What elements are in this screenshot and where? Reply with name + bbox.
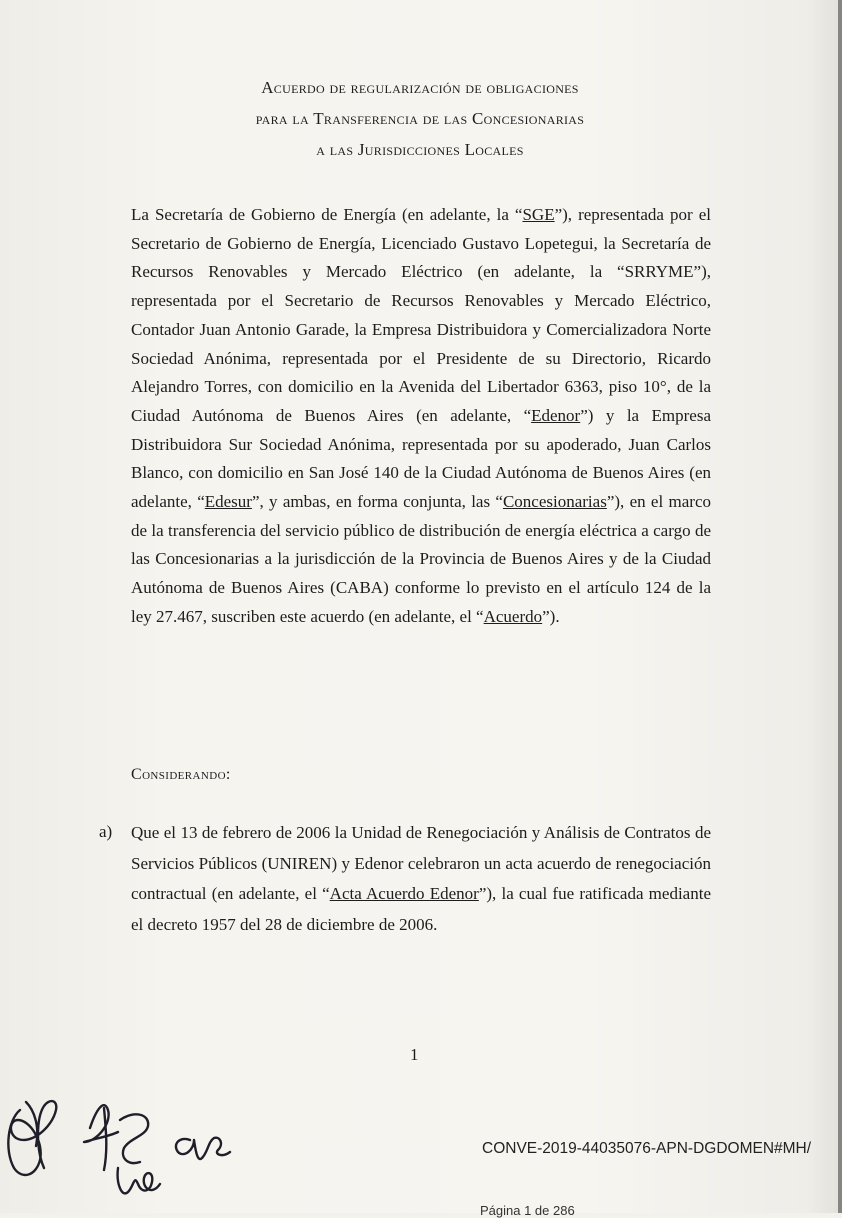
title-line-2: para la Transferencia de las Concesionarias [255,109,585,128]
page-edge-shadow [838,0,842,1213]
section-heading-considerando: Considerando: [131,766,231,783]
item-text: ”), la cual fue ratificada mediante el decreto 1957 del 28 de diciembre de 2006. [131,884,711,934]
list-marker: a) [99,822,113,841]
title-line-3: a las Jurisdicciones Locales [316,140,524,159]
paragraph-text: ”), representada por el Secretario de Gobierno de Energía, Licenciado Gustavo Lopetegui, la Secretaría de Recursos Renovables y Mercado Eléctrico (en adelante, la “SRRYME”), representada por el Secretario de Recursos Renovables y Mercado Eléctrico, Contador Juan Antonio Garade, la Empresa Distribuidora y Comercializadora Norte Sociedad Anónima, representada por el Presidente de su Directorio, Ricardo Alejandro Torres, con domicilio en la Avenida del Libertador 6363, piso 10°, de la Ciudad Autónoma de Buenos Aires (en adelante, “ [131,205,711,425]
term-edesur: Edesur [204,492,252,512]
paragraph-text: ”), en el marco de la transferencia del servicio público de distribución de energía eléctrica a cargo de las Concesionarias a la jurisdicción de la Provincia de Buenos Aires y de la Ciudad Autónoma de Buenos Aires (CABA) conforme lo previsto en el artículo 124 de la ley 27.467, suscriben este acuerdo (en adelante, el “ [131,492,711,626]
page-number: 1 [410,1045,419,1064]
item-text: Que el 13 de febrero de 2006 la Unidad de Renegociación y Análisis de Contratos de Servicios Públicos (UNIREN) y Edenor celebraron un acta acuerdo de renegociación contractual (en adelante, el “ [131,823,711,903]
paragraph-text: ”). [542,606,560,626]
handwritten-initials [0,1080,260,1213]
term-sge: SGE [522,205,555,224]
document-code: CONVE-2019-44035076-APN-DGDOMEN#MH/ [482,1140,812,1157]
list-item [131,818,711,940]
term-acta-acuerdo-edenor: Acta Acuerdo Edenor [329,884,479,903]
page-footer: Página 1 de 286 [480,1203,575,1218]
opening-paragraph [131,201,711,632]
paragraph-text: La Secretaría de Gobierno de Energía (en adelante, la “ [131,205,523,224]
term-acuerdo: Acuerdo [483,606,543,626]
paragraph-text: ”) y la Empresa Distribuidora Sur Sociedad Anónima, representada por su apoderado, Juan Carlos Blanco, con domicilio en San José 140 de la Ciudad Autónoma de Buenos Aires (en adelante, “ [131,405,712,512]
title-line-1: Acuerdo de regularización de obligaciones [261,78,579,97]
term-edenor: Edenor [531,405,581,425]
paragraph-text: ”, y ambas, en forma conjunta, las “ [251,492,503,512]
term-concesionarias: Concesionarias [502,492,607,512]
